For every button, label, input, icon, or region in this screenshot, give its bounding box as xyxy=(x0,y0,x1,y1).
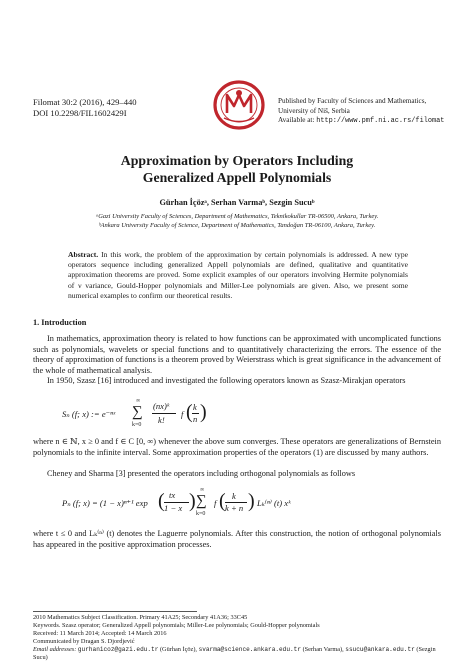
intro-paragraph-5: where t ≤ 0 and Lₖ⁽ⁿ⁾ (t) denotes the Laguerre polynomials. After this construction, the notion of orthogonal polynomials has appeared in the positive approximation processes. xyxy=(33,529,441,549)
journal-url-link[interactable]: http://www.pmf.ni.ac.rs/filomat xyxy=(316,117,445,126)
eq2-arg-den: k + n xyxy=(225,503,244,513)
email-link-2[interactable]: svarma@science.ankara.edu.tr xyxy=(198,646,301,653)
publisher-line-1: Published by Faculty of Sciences and Mathematics, xyxy=(278,97,427,105)
keywords: Keywords. Szasz operator; Generalized Appell polynomials; Miller-Lee polynomials; Gould-Hopper polynomials xyxy=(33,622,320,629)
msc-classification: 2010 Mathematics Subject Classification. Primary 41A25; Secondary 41A36; 33C45 xyxy=(33,614,248,621)
filomat-logo-icon xyxy=(210,79,268,131)
paper-title xyxy=(0,152,474,186)
email-name-3: (Sezgin Sucu) xyxy=(33,646,436,661)
doi-line: DOI 10.2298/FIL1602429I xyxy=(33,108,127,118)
email-addresses xyxy=(33,646,443,662)
eq2-arg-paren-close: ) xyxy=(248,490,255,512)
section-heading: 1. Introduction xyxy=(33,318,87,327)
email-name-1: (Gürhan İçöz), xyxy=(159,646,197,653)
publisher-info xyxy=(278,97,444,127)
communicated-by: Communicated by Dragan S. Djordjević xyxy=(33,638,135,645)
eq2-exp-den: 1 − x xyxy=(164,503,183,513)
footnote-rule xyxy=(33,611,197,612)
equation-cheney-sharma xyxy=(62,486,322,520)
abstract xyxy=(68,250,408,301)
affiliation-a: ᵃGazi University Faculty of Sciences, Department of Mathematics, Teknikokullar TR-06500, Ankara, Turkey. xyxy=(95,213,379,220)
eq1-arg-den: n xyxy=(193,414,198,424)
eq1-sum-symbol: ∑ xyxy=(132,404,143,420)
eq1-frac-bar xyxy=(152,413,176,414)
intro-paragraph-3: where n ∈ ℕ, x ≥ 0 and f ∈ C [0, ∞) whenever the above sum converges. These operators are generalizations of Bernstein polynomials to the infinite interval. Some approximation properties of the operators (1) are discussed by many authors. xyxy=(33,437,441,457)
email-link-1[interactable]: gurhanicoz@gazi.edu.tr xyxy=(77,646,159,653)
email-link-3[interactable]: ssucu@ankara.edu.tr xyxy=(345,646,415,653)
eq1-lower: k=0 xyxy=(132,422,142,428)
eq1-paren-open: ( xyxy=(186,401,193,423)
abstract-text: In this work, the problem of the approximation by certain polynomials is addressed. A new type operators sequence including generalized Appell polynomials are defined, qualitative and quantitative approximation theorems are proved. Some explicit examples of our operators involving Hermite polynomials of ν variance, Gould-Hopper polynomials and Miller-Lee polynomials are given. Also, we present some numerical examples to confirm our theoretical results. xyxy=(68,250,408,300)
intro-paragraph-2: In 1950, Szasz [16] introduced and investigated the following operators known as Szasz-Mirakjan operators xyxy=(47,376,406,385)
footnotes xyxy=(33,614,443,662)
intro-paragraph-1: In mathematics, approximation theory is related to how functions can be approximated with uncomplicated functions such as polynomials, wavelets or special functions and to quantitatively characterizing the errors. The essence of the theory of approximation of functions is a theorem proved by Weierstrass which is great significance in the advancement of the whole of mathematical analysis. xyxy=(33,334,441,375)
eq2-tail: Lₖ⁽ⁿ⁾ (t) xᵏ xyxy=(257,498,291,508)
eq2-f: f xyxy=(214,498,217,508)
eq2-sum-symbol: ∑ xyxy=(196,493,207,509)
eq2-arg-paren-open: ( xyxy=(219,490,226,512)
eq2-upper: ∞ xyxy=(200,487,205,493)
affiliation-b: ᵇAnkara University Faculty of Science, Department of Mathematics, Tandoğan TR-06100, Ankara, Turkey. xyxy=(98,222,376,229)
eq2-paren-open: ( xyxy=(158,490,165,512)
publisher-line-2: University of Niš, Serbia xyxy=(278,106,350,115)
eq2-arg-num: k xyxy=(232,491,236,501)
eq1-lhs: Sₙ (f; x) := e⁻ⁿˣ xyxy=(62,409,116,419)
abstract-label: Abstract. xyxy=(68,250,99,259)
author-list: Gürhan İçözᵃ, Serhan Varmaᵇ, Sezgin Sucuᵇ xyxy=(159,198,315,207)
affiliations xyxy=(0,212,474,230)
email-label: Email addresses: xyxy=(33,646,77,653)
eq1-upper: ∞ xyxy=(136,398,141,404)
received-dates: Received: 11 March 2014; Accepted: 14 March 2016 xyxy=(33,630,167,637)
email-name-2: (Serhan Varma), xyxy=(302,646,344,653)
available-label: Available at: xyxy=(278,116,315,125)
eq2-lhs: Pₙ (f; x) = (1 − x)ⁿ⁺¹ exp xyxy=(62,498,148,508)
equation-szasz xyxy=(62,398,262,430)
journal-citation: Filomat 30:2 (2016), 429–440 xyxy=(33,97,137,107)
eq1-frac-num: (nx)ᵏ xyxy=(153,401,170,411)
eq1-frac-den: k! xyxy=(158,415,165,425)
intro-paragraph-4: Cheney and Sharma [3] presented the operators including orthogonal polynomials as follows xyxy=(47,469,356,478)
eq1-f: f xyxy=(181,409,184,419)
eq2-paren-close: ) xyxy=(189,490,196,512)
title-line-1: Approximation by Operators Including xyxy=(120,153,354,168)
availability-line xyxy=(278,116,444,127)
eq2-lower: k=0 xyxy=(196,511,206,517)
eq2-exp-num: tx xyxy=(169,490,176,500)
eq1-arg-num: k xyxy=(193,402,197,412)
journal-header xyxy=(33,97,137,119)
eq1-paren-close: ) xyxy=(200,401,207,423)
title-line-2: Generalized Appell Polynomials xyxy=(142,170,332,185)
